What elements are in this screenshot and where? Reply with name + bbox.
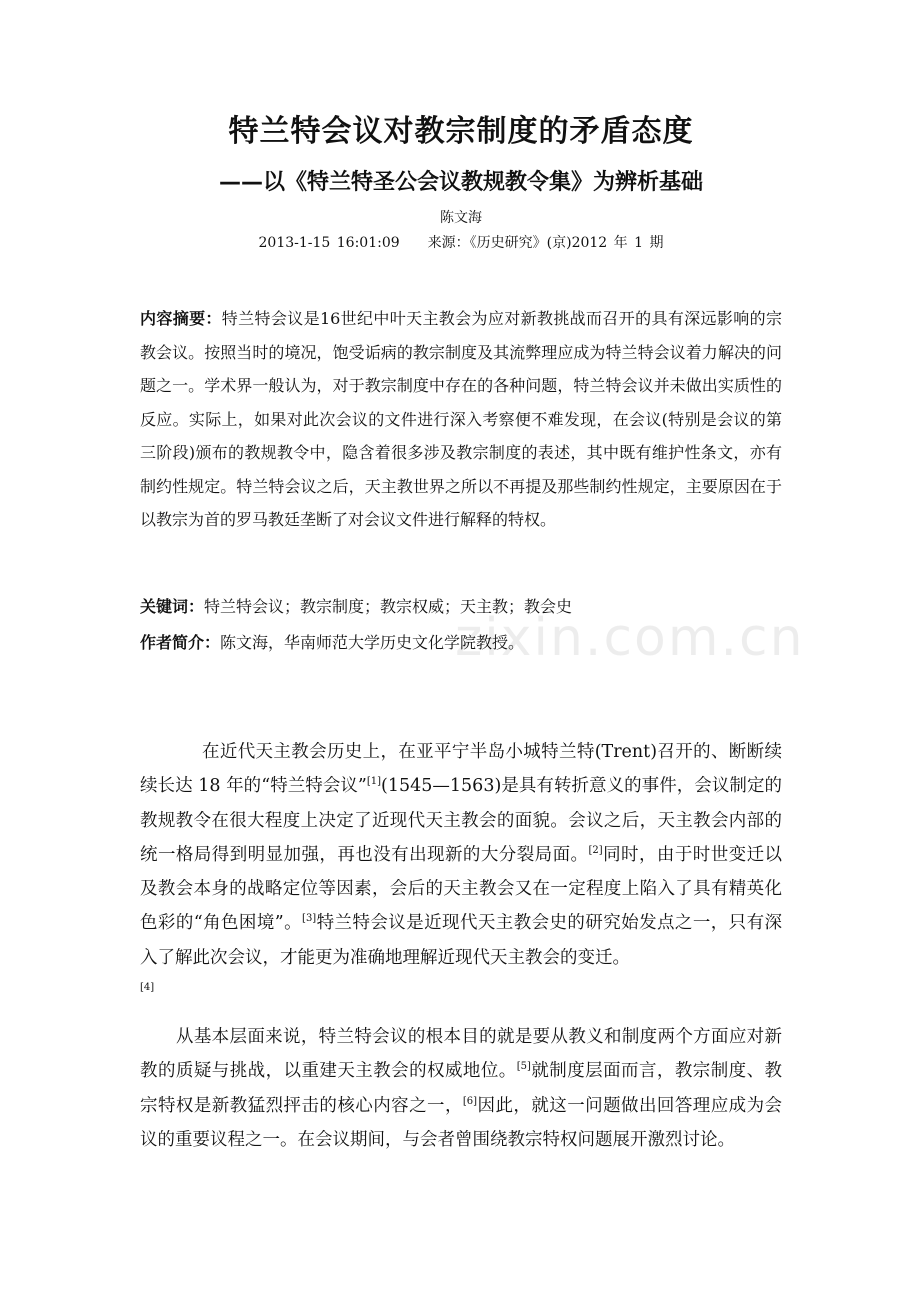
keywords xyxy=(140,593,782,621)
keywords-label: 关键词： xyxy=(140,597,205,616)
footnote-ref-1[interactable]: [1] xyxy=(366,776,382,788)
abstract xyxy=(140,302,782,537)
watermark: zixin.com.cn xyxy=(455,608,805,668)
p2-text-3: 因此，就这一问题做出回答理应成为会议的重要议程之一。在会议期间，与会者曾围绕教宗特权问题展开激烈讨论。 xyxy=(140,1095,783,1150)
body-paragraph-2 xyxy=(140,1020,782,1157)
p1-text-4: 特兰特会议是近现代天主教会史的研究始发点之一，只有深入了解此次会议，才能更为准确地理解近现代天主教会的变迁。 xyxy=(140,913,782,968)
publication-meta xyxy=(140,233,782,253)
keywords-text: 特兰特会议；教宗制度；教宗权威；天主教；教会史 xyxy=(204,597,573,616)
p1-text-3: 同时，由于时世变迁以及教会本身的战略定位等因素，会后的天主教会又在一定程度上陷入了具有精英化色彩的“角色困境”。 xyxy=(140,844,783,934)
footnote-ref-6[interactable]: [6] xyxy=(462,1095,478,1107)
p1-text-1: 在近代天主教会历史上，在亚平宁半岛小城特兰特(Trent)召开的、断断续续长达 18 年的“特兰特会议” xyxy=(140,742,782,797)
author-bio-label: 作者简介： xyxy=(140,633,221,652)
source-name: 《历史研究》(京)2012 年 1 期 xyxy=(469,235,664,251)
article-title: 特兰特会议对教宗制度的矛盾态度 xyxy=(228,114,694,149)
article-subtitle: ——以《特兰特圣公会议教规教令集》为辨析基础 xyxy=(218,170,703,195)
footnote-ref-3[interactable]: [3] xyxy=(302,913,317,925)
abstract-text: 特兰特会议是16世纪中叶天主教会为应对新教挑战而召开的具有深远影响的宗教会议。按照当时的境况，饱受诟病的教宗制度及其流弊理应成为特兰特会议着力解决的问题之一。学术界一般认为，对于教宗制度中存在的各种问题，特兰特会议并未做出实质性的反应。实际上，如果对此次会议的文件进行深入考察便不难发现，在会议(特别是会议的第三阶段)颁布的教规教令中，隐含着很多涉及教宗制度的表述，其中既有维护性条文，亦有制约性规定。特兰特会议之后，天主教世界之所以不再提及那些制约性规定，主要原因在于以教宗为首的罗马教廷垄断了对会议文件进行解释的特权。 xyxy=(140,309,782,529)
publish-datetime: 2013-1-15 16:01:09 xyxy=(258,235,400,251)
author-name: 陈文海 xyxy=(440,210,482,226)
abstract-label: 内容摘要： xyxy=(140,309,222,328)
author-bio xyxy=(140,629,782,657)
footnote-ref-4[interactable]: [4] xyxy=(140,982,155,994)
p1-text-2: (1545—1563)是具有转折意义的事件，会议制定的教规教令在很大程度上决定了近现代天主教会的面貌。会议之后，天主教会内部的统一格局得到明显加强，再也没有出现新的大分裂局面。 xyxy=(140,776,782,865)
footnote-ref-5[interactable]: [5] xyxy=(516,1061,531,1073)
body-paragraph-1 xyxy=(140,735,782,1009)
footnote-ref-2[interactable]: [2] xyxy=(588,845,603,857)
p2-text-2: 就制度层面而言，教宗制度、教宗特权是新教猛烈抨击的核心内容之一， xyxy=(140,1061,783,1116)
p2-text-1: 从基本层面来说，特兰特会议的根本目的就是要从教义和制度两个方面应对新教的质疑与挑战，以重建天主教会的权威地位。 xyxy=(140,1027,782,1082)
source-label: 来源： xyxy=(427,235,470,251)
author-bio-text: 陈文海，华南师范大学历史文化学院教授。 xyxy=(220,633,525,652)
